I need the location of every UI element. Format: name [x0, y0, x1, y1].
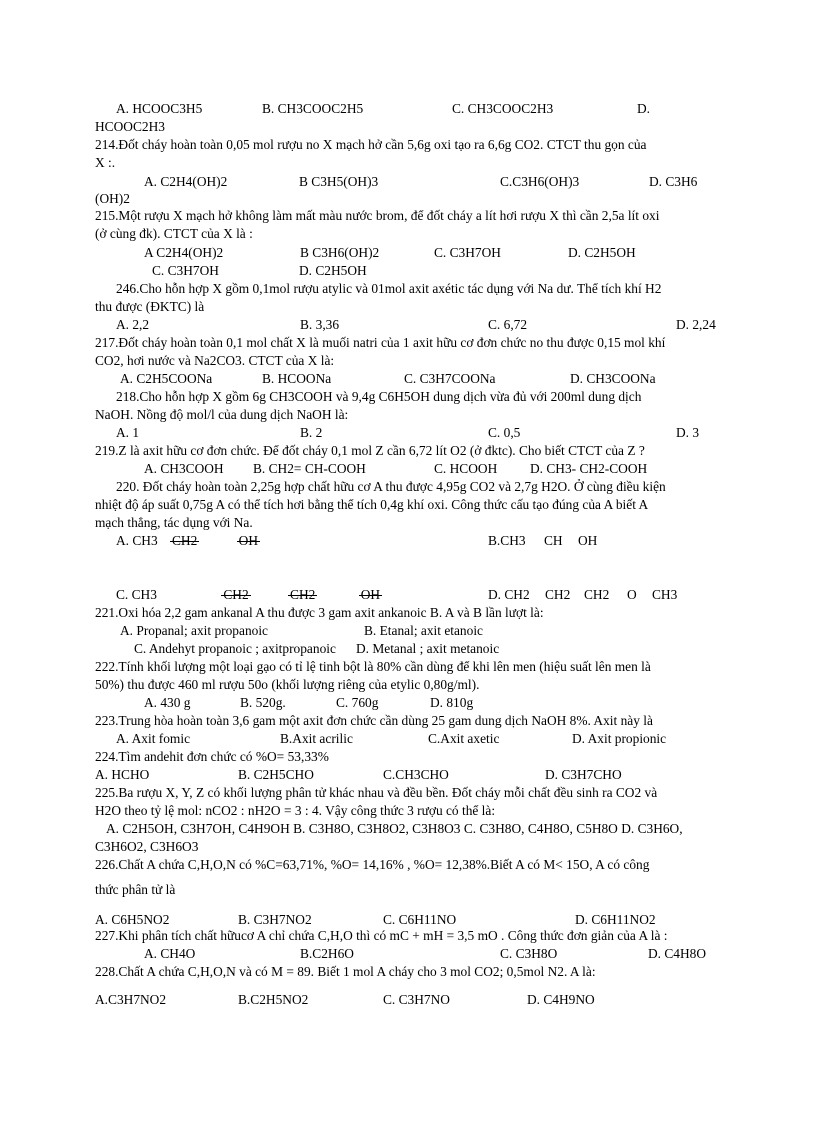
answer-option: C. C3H7OH [152, 263, 219, 278]
answer-option: C. C3H7OH [434, 245, 501, 260]
formula-part: O [627, 587, 637, 602]
answer-option: A. C6H5NO2 [95, 912, 170, 927]
answer-option: C. C3H7NO [383, 992, 450, 1007]
answer-option: B. CH3COOC2H5 [262, 101, 364, 116]
answer-option: D. [637, 101, 651, 116]
answer-option: B C3H5(OH)3 [299, 174, 379, 189]
text-line: C3H6O2, C3H6O3 [95, 839, 199, 854]
answer-option: C. CH3COOC2H3 [452, 101, 554, 116]
formula-part: CH2 [172, 533, 198, 548]
formula-part: CH3 [652, 587, 678, 602]
text-line: mạch thẳng, tác dụng với Na. [95, 515, 253, 530]
answer-option: D. C6H11NO2 [575, 912, 656, 927]
text-line: X :. [95, 155, 116, 170]
question-221: 221.Oxi hóa 2,2 gam ankanal A thu được 3 gam axit ankanoic B. A và B lần lượt là: [95, 605, 544, 620]
answer-option: B. CH2= CH-COOH [253, 461, 366, 476]
answer-option: A. 2,2 [116, 317, 150, 332]
answer-option: D. 2,24 [676, 317, 716, 332]
answer-option: C. 6,72 [488, 317, 528, 332]
text-line: H2O theo tỷ lệ mol: nCO2 : nH2O = 3 : 4. Vậy công thức 3 rượu có thể là: [95, 803, 496, 818]
answer-option: C.CH3CHO [383, 767, 449, 782]
answer-option: B C3H6(OH)2 [300, 245, 380, 260]
answer-option: D. 810g [430, 695, 474, 710]
answer-option: C. C3H8O [500, 946, 558, 961]
text-line: (ở cùng đk). CTCT của X là : [95, 226, 253, 241]
answer-option: A. HCOOC3H5 [116, 101, 203, 116]
question-228: 228.Chất A chứa C,H,O,N và có M = 89. Biết 1 mol A cháy cho 3 mol CO2; 0,5mol N2. A là: [95, 964, 596, 979]
answer-option: D. C2H5OH [568, 245, 636, 260]
text-line: (OH)2 [95, 191, 130, 206]
answer-option: A. HCHO [95, 767, 150, 782]
answer-option: B.C2H6O [300, 946, 354, 961]
answer-option: D. CH3COONa [570, 371, 656, 386]
answer-option: A.C3H7NO2 [95, 992, 167, 1007]
formula-part: OH [578, 533, 598, 548]
question-223: 223.Trung hòa hoàn toàn 3,6 gam một axit đơn chức cần dùng 25 gam dung dịch NaOH 8%. Axit này là [95, 713, 653, 728]
formula-part: CH2 [290, 587, 316, 602]
question-246: 246.Cho hỗn hợp X gồm 0,1mol rượu atylic và 01mol axit axétic tác dụng với Na dư. Thể tích khí H2 [116, 281, 662, 296]
formula-part: B.CH3 [488, 533, 526, 548]
answer-option: D. C3H6 [649, 174, 698, 189]
question-215: 215.Một rượu X mạch hở không làm mất màu nước brom, để đốt cháy a lít hơi rượu X thì cần 2,5a lít oxi [95, 208, 660, 223]
question-226: 226.Chất A chứa C,H,O,N có %C=63,71%, %O= 14,16% , %O= 12,38%.Biết A có M< 15O, A có công [95, 857, 650, 872]
answer-option: A. 430 g [144, 695, 191, 710]
answer-option: B. 520g. [240, 695, 286, 710]
formula-part: CH2 [223, 587, 249, 602]
answer-option: D. C2H5OH [299, 263, 367, 278]
answer-option: D. 3 [676, 425, 700, 440]
formula-part: OH [360, 587, 381, 602]
question-220: 220. Đốt cháy hoàn toàn 2,25g hợp chất hữu cơ A thu được 4,95g CO2 và 2,7g H2O. Ở cùng điều kiện [116, 479, 666, 494]
answer-option: B. C2H5CHO [238, 767, 314, 782]
answer-option: C. HCOOH [434, 461, 498, 476]
answer-options: A. C2H5OH, C3H7OH, C4H9OH B. C3H8O, C3H8O2, C3H8O3 C. C3H8O, C4H8O, C5H8O D. C3H6O, [106, 821, 683, 836]
answer-option: D. C4H8O [648, 946, 707, 961]
answer-option: D. C4H9NO [527, 992, 595, 1007]
answer-option: C. C6H11NO [383, 912, 457, 927]
text-line: NaOH. Nồng độ mol/l của dung dịch NaOH là: [95, 407, 349, 422]
answer-option: A. C2H5COONa [120, 371, 213, 386]
answer-option: D. C3H7CHO [545, 767, 622, 782]
answer-option: A. Propanal; axit propanoic [120, 623, 269, 638]
answer-option: C. C3H7COONa [404, 371, 496, 386]
text-line: 50%) thu được 460 ml rượu 50o (khối lượng riêng của etylic 0,80g/ml). [95, 677, 480, 692]
question-224: 224.Tìm andehit đơn chức có %O= 53,33% [95, 749, 329, 764]
answer-option: C.C3H6(OH)3 [500, 174, 580, 189]
formula-part: CH [544, 533, 563, 548]
question-218: 218.Cho hỗn hợp X gồm 6g CH3COOH và 9,4g C6H5OH dung dịch vừa đủ với 200ml dung dịch [116, 389, 642, 404]
question-214: 214.Đốt cháy hoàn toàn 0,05 mol rượu no X mạch hở cần 5,6g oxi tạo ra 6,6g CO2. CTCT thu gọn của [95, 137, 647, 152]
answer-option: D. CH3- CH2-COOH [530, 461, 648, 476]
text-line: HCOOC2H3 [95, 119, 165, 134]
answer-option: C. Andehyt propanoic ; axitpropanoic [134, 641, 336, 656]
formula-part: CH2 [584, 587, 610, 602]
answer-option: B. C3H7NO2 [238, 912, 312, 927]
answer-option: A. Axit fomic [116, 731, 191, 746]
answer-option: B.C2H5NO2 [238, 992, 309, 1007]
text-line: CO2, hơi nước và Na2CO3. CTCT của X là: [95, 353, 335, 368]
formula-part: C. CH3 [116, 587, 157, 602]
answer-option: D. Axit propionic [572, 731, 667, 746]
question-225: 225.Ba rượu X, Y, Z có khối lượng phân tử khác nhau và đều bền. Đốt cháy mỗi chất đều sinh ra CO2 và [95, 785, 658, 800]
answer-option: A. C2H4(OH)2 [144, 174, 228, 189]
formula-part: A. CH3 [116, 533, 158, 548]
answer-option: C.Axit axetic [428, 731, 500, 746]
answer-option: B.Axit acrilic [280, 731, 353, 746]
answer-option: A C2H4(OH)2 [144, 245, 224, 260]
question-219: 219.Z là axit hữu cơ đơn chức. Để đốt cháy 0,1 mol Z cần 6,72 lít O2 (ở đktc). Cho biết CTCT của Z ? [95, 443, 645, 458]
answer-option: D. Metanal ; axit metanoic [356, 641, 500, 656]
formula-part: CH2 [545, 587, 571, 602]
answer-option: C. 0,5 [488, 425, 521, 440]
text-line: nhiệt độ áp suất 0,75g A có thể tích hơi bằng thể tích 0,4g khí oxi. Công thức cấu tạo đúng của A biết A [95, 497, 649, 512]
question-227: 227.Khi phân tích chất hữucơ A chỉ chứa C,H,O thì có mC + mH = 3,5 mO . Công thức đơn giản của A là : [95, 928, 668, 943]
answer-option: C. 760g [336, 695, 379, 710]
text-line: thức phân tử là [95, 882, 176, 897]
answer-option: B. HCOONa [262, 371, 332, 386]
answer-option: A. 1 [116, 425, 140, 440]
answer-option: B. 2 [300, 425, 323, 440]
answer-option: A. CH4O [144, 946, 196, 961]
formula-part: OH [238, 533, 259, 548]
answer-option: B. 3,36 [300, 317, 340, 332]
answer-option: A. CH3COOH [144, 461, 224, 476]
text-line: thu được (ĐKTC) là [95, 299, 205, 314]
question-222: 222.Tính khối lượng một loại gạo có tỉ lệ tinh bột là 80% cần dùng để khi lên men (hiệu suất lên men là [95, 659, 651, 674]
formula-part: D. CH2 [488, 587, 530, 602]
question-217: 217.Đốt cháy hoàn toàn 0,1 mol chất X là muối natri của 1 axit hữu cơ đơn chức no thu được 0,15 mol khí [95, 335, 666, 350]
answer-option: B. Etanal; axit etanoic [364, 623, 483, 638]
